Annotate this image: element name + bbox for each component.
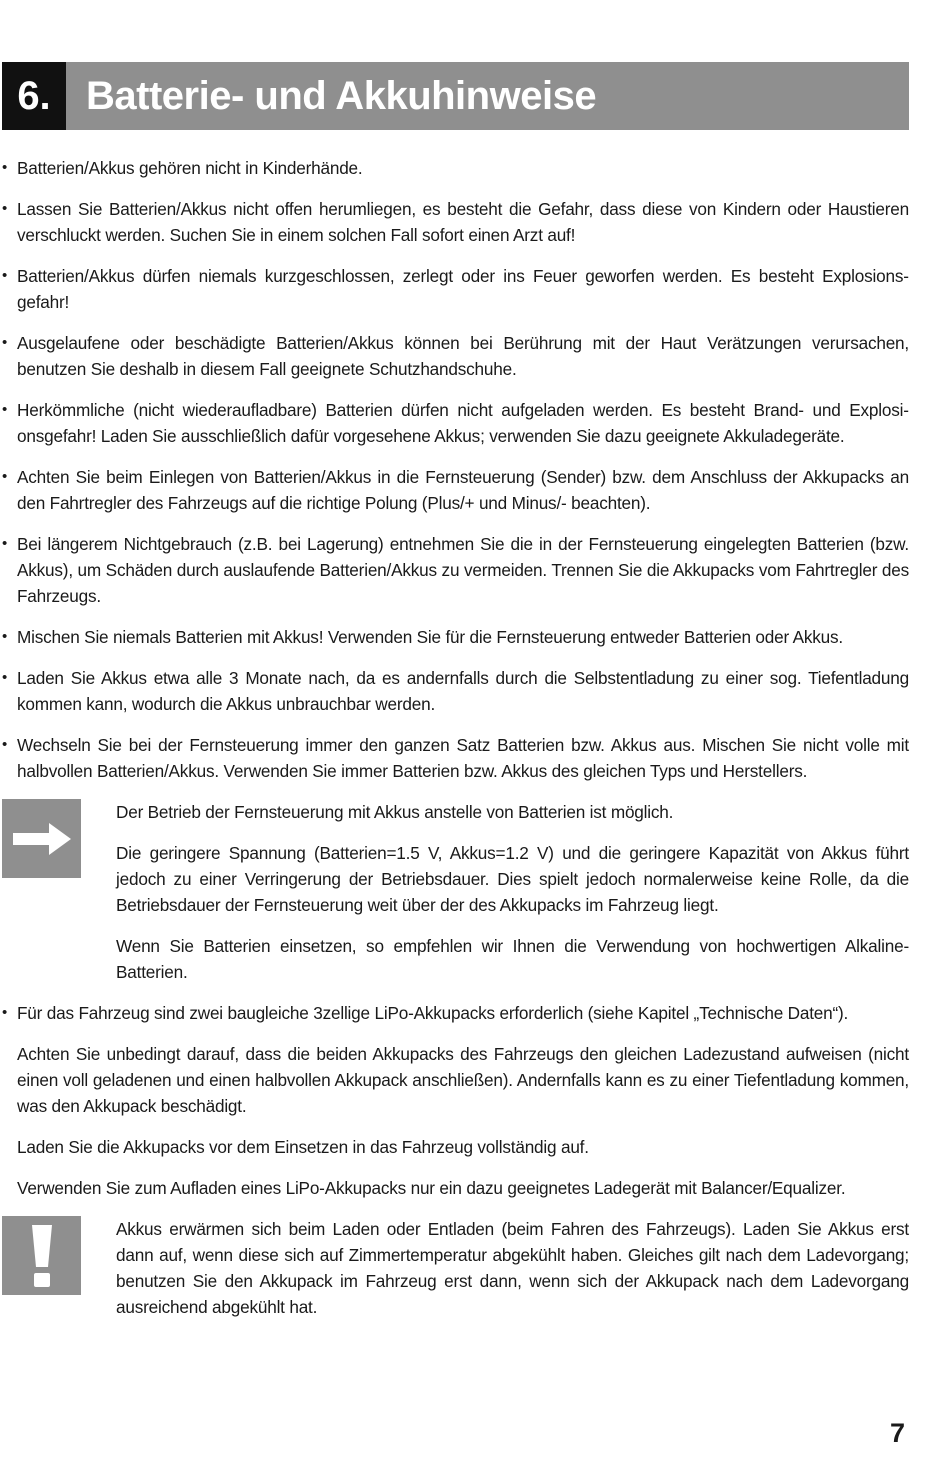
info-note: [0, 799, 950, 985]
paragraph: Verwenden Sie zum Aufladen eines LiPo-Akkupacks nur ein dazu geeignetes Ladegerät mit Balancer/Equalizer.: [17, 1178, 846, 1198]
paragraph: Achten Sie unbedingt darauf, dass die beiden Akkupacks des Fahrzeugs den gleichen Ladezustand aufweisen (nicht einen voll geladenen und einen halbvollen Akkupack anschließen). Andernfalls kann es zu einer Tiefentladung kommen, was den Akkupack beschädigt.: [17, 1044, 909, 1116]
list-item-text: Herkömmliche (nicht wiederaufladbare) Batterien dürfen nicht aufgeladen werden. Es besteht Brand- und Explosionsgefahr! Laden Sie ausschließlich dafür vorgesehene Akkus; verwenden Sie dazu geeignete Akkuladegeräte.: [17, 400, 909, 446]
bullet-icon: •: [2, 736, 8, 753]
list-item-text: Bei längerem Nichtgebrauch (z.B. bei Lagerung) entnehmen Sie die in der Fernsteuerung eingelegten Batterien (bzw. Akkus), um Schäden durch auslaufende Batterien/Akkus zu vermeiden. Trennen Sie die Akkupacks vom Fahrtregler des Fahrzeugs.: [17, 534, 909, 606]
section-header: [2, 62, 909, 130]
list-item: [0, 464, 950, 516]
list-item-text: Laden Sie Akkus etwa alle 3 Monate nach, da es andernfalls durch die Selbstentladung zu einer sog. Tiefentladung kommen kann, wodurch die Akkus unbrauchbar werden.: [17, 668, 909, 714]
list-item: [0, 732, 950, 784]
bullet-icon: •: [2, 267, 8, 284]
warning-note: [0, 1216, 950, 1320]
bullet-icon: •: [2, 401, 8, 418]
arrow-right-icon: [2, 799, 81, 878]
list-item: [0, 1000, 950, 1026]
list-item: [0, 330, 950, 382]
list-item-text: Ausgelaufene oder beschädigte Batterien/Akkus können bei Berührung mit der Haut Verätzungen verursachen, benutzen Sie deshalb in diesem Fall geeignete Schutzhandschuhe.: [17, 333, 909, 379]
bullet-icon: •: [2, 200, 8, 217]
list-item: [0, 665, 950, 717]
page-number: 7: [890, 1418, 906, 1448]
page-content: [0, 155, 950, 1335]
bullet-icon: •: [2, 1004, 8, 1021]
section-number: 6.: [2, 62, 66, 130]
list-item-text: Lassen Sie Batterien/Akkus nicht offen herumliegen, es besteht die Gefahr, dass diese von Kindern oder Haustieren verschluckt werden. Suchen Sie in einem solchen Fall sofort einen Arzt auf!: [17, 199, 909, 245]
section-title: Batterie- und Akkuhinweise: [86, 73, 597, 118]
list-item: [0, 397, 950, 449]
list-item: [0, 531, 950, 609]
note-text: Der Betrieb der Fernsteuerung mit Akkus anstelle von Batterien ist möglich.: [116, 802, 674, 822]
list-item-text: Batterien/Akkus dürfen niemals kurzgeschlossen, zerlegt oder ins Feuer geworfen werden. Es besteht Explosionsgefahr!: [17, 266, 909, 312]
list-item: [0, 263, 950, 315]
list-item-text: Achten Sie beim Einlegen von Batterien/Akkus in die Fernsteuerung (Sender) bzw. dem Anschluss der Akkupacks an den Fahrtregler des Fahrzeugs auf die richtige Polung (Plus/+ und Minus/- beachten).: [17, 467, 909, 513]
note-text: Wenn Sie Batterien einsetzen, so empfehlen wir Ihnen die Verwendung von hochwertigen Alkaline-Batterien.: [116, 936, 909, 982]
bullet-icon: •: [2, 669, 8, 686]
warning-text: Akkus erwärmen sich beim Laden oder Entladen (beim Fahren des Fahrzeugs). Laden Sie Akkus erst dann auf, wenn diese sich auf Zimmertemperatur abgekühlt haben. Gleiches gilt nach dem Ladevorgang; benutzen Sie den Akkupack im Fahrzeug erst dann, wenn sich der Akkupack nach dem Ladevorgang ausreichend abgekühlt hat.: [116, 1219, 909, 1317]
bullet-icon: •: [2, 628, 8, 645]
bullet-icon: •: [2, 334, 8, 351]
list-item-text: Mischen Sie niemals Batterien mit Akkus! Verwenden Sie für die Fernsteuerung entweder Batterien oder Akkus.: [17, 627, 844, 647]
note-text: Die geringere Spannung (Batterien=1.5 V, Akkus=1.2 V) und die geringere Kapazität von Akkus führt jedoch zu einer Verringerung der Betriebsdauer. Dies spielt jedoch normalerweise keine Rolle, da die Betriebsdauer der Fernsteuerung weit über der des Akkupacks im Fahrzeug liegt.: [116, 843, 909, 915]
bullet-icon: •: [2, 468, 8, 485]
list-item-text: Wechseln Sie bei der Fernsteuerung immer den ganzen Satz Batterien bzw. Akkus aus. Mischen Sie nicht volle mit halbvollen Batterien/Akkus. Verwenden Sie immer Batterien bzw. Akkus des gleichen Typs und Herstellers.: [17, 735, 909, 781]
list-item: [0, 624, 950, 650]
paragraph: Laden Sie die Akkupacks vor dem Einsetzen in das Fahrzeug vollständig auf.: [17, 1137, 589, 1157]
bullet-icon: •: [2, 159, 8, 176]
bullet-icon: •: [2, 535, 8, 552]
list-item-text: Für das Fahrzeug sind zwei baugleiche 3zellige LiPo-Akkupacks erforderlich (siehe Kapitel „Technische Daten“).: [17, 1003, 849, 1023]
list-item: [0, 196, 950, 248]
exclamation-icon: [2, 1216, 81, 1295]
list-item-text: Batterien/Akkus gehören nicht in Kinderhände.: [17, 158, 363, 178]
list-item: [0, 155, 950, 181]
